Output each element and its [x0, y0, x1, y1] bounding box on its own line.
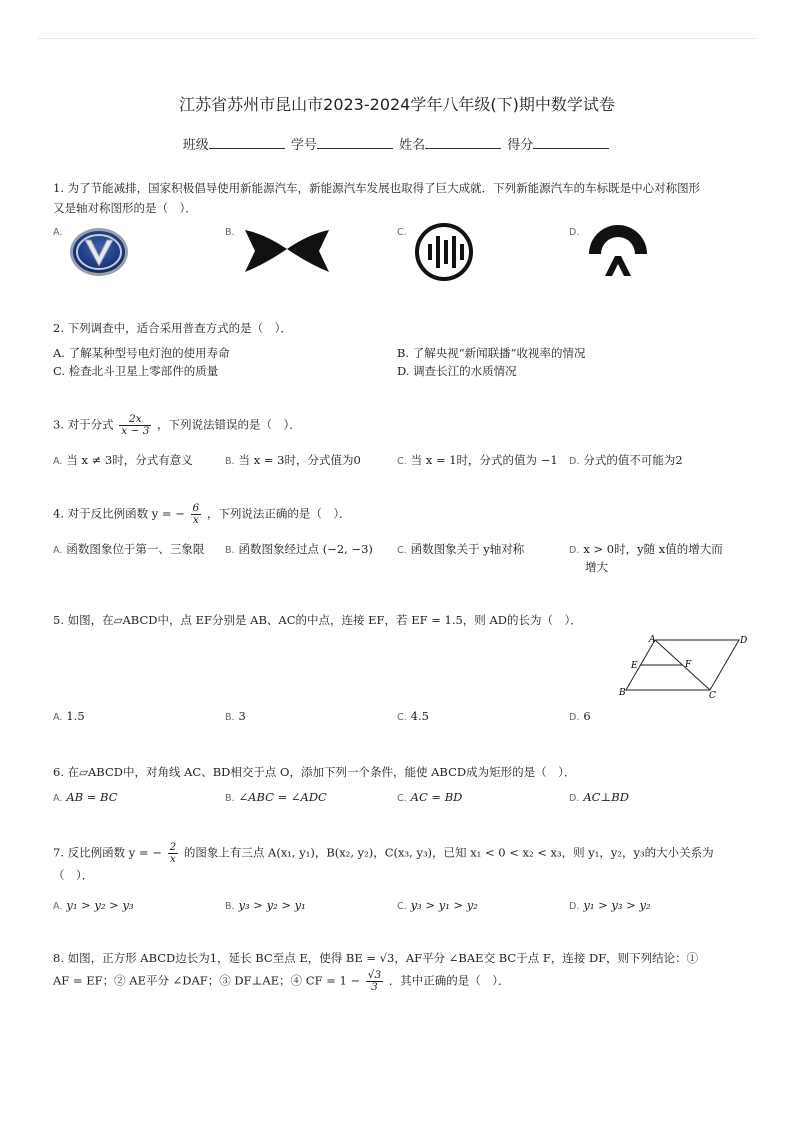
q7-option-c[interactable]: C. y₃ > y₁ > y₂ [397, 898, 478, 912]
id-label: 学号 [290, 138, 317, 153]
q6-option-a[interactable]: A. AB = BC [53, 790, 118, 804]
q7-numerator: 2 [169, 841, 177, 853]
q4-option-d[interactable]: D. x > 0时，y随 x值的增大而 [569, 542, 723, 556]
q2-option-a[interactable]: A. 了解某种型号电灯泡的使用寿命 [53, 346, 230, 360]
score-blank[interactable] [533, 136, 609, 149]
q7-fraction [168, 842, 179, 865]
q8-numerator: √3 [367, 969, 382, 981]
q3-denominator: x − 3 [121, 425, 150, 437]
name-label: 姓名 [399, 138, 426, 153]
q3-stem-post: ，下列说法错误的是（ ）． [157, 417, 301, 432]
label-c: C [709, 691, 716, 700]
label-f: F [685, 660, 692, 670]
q6-option-d[interactable]: D. AC⊥BD [569, 790, 629, 804]
changan-logo-icon[interactable] [68, 226, 130, 278]
question-3 [53, 414, 743, 437]
q1-option-b-letter[interactable]: B. [225, 227, 235, 238]
parallelogram-figure [618, 632, 748, 700]
name-blank[interactable] [425, 136, 501, 149]
label-a: A [649, 635, 656, 645]
bowtie-logo-icon[interactable] [243, 226, 331, 276]
bars-circle-logo-icon[interactable] [413, 222, 475, 282]
q7-stem-post: 的图象上有三点 A(x₁, y₁)，B(x₂, y₂)，C(x₃, y₃)，已知 x₁ < 0 < x₂ < x₃，则 y₁，y₂，y₃的大小关系为 [183, 845, 714, 860]
q4-option-b[interactable]: B. 函数图象经过点 (−2, −3) [225, 542, 373, 556]
q8-line1: 8. 如图，正方形 ABCD边长为1，延长 BC至点 E，使得 BE = √3，AF平分 ∠BAE交 BC于点 F，连接 DF，则下列结论：① [53, 951, 699, 965]
q1-option-d-letter[interactable]: D. [569, 227, 580, 238]
q7-option-d[interactable]: D. y₁ > y₃ > y₂ [569, 898, 651, 912]
q8-line2-post: ．其中正确的是（ ）． [388, 973, 510, 988]
label-d: D [740, 636, 748, 646]
student-info-line [0, 134, 794, 153]
question-2: 2. 下列调查中，适合采用普查方式的是（ ）． [53, 321, 292, 335]
q3-stem-pre: 3. 对于分式 [53, 417, 114, 432]
q3-numerator: 2x [119, 414, 151, 426]
class-blank[interactable] [209, 136, 285, 149]
q4-stem-pre: 4. 对于反比例函数 y = − [53, 506, 185, 521]
q2-option-c[interactable]: C. 检查北斗卫星上零部件的质量 [53, 364, 219, 378]
q4-option-a[interactable]: A. 函数图象位于第一、三象限 [53, 542, 205, 556]
q7-line2: （ ）． [53, 868, 94, 882]
top-rule [38, 38, 756, 39]
question-7 [53, 842, 743, 885]
q4-denominator: x [192, 514, 199, 526]
question-1 [53, 178, 743, 218]
q7-denominator: x [169, 853, 176, 865]
q5-option-a[interactable]: A. 1.5 [53, 709, 85, 723]
id-blank[interactable] [317, 136, 393, 149]
q3-fraction [119, 414, 151, 437]
q7-option-b[interactable]: B. y₃ > y₂ > y₁ [225, 898, 306, 912]
question-4 [53, 503, 743, 526]
q1-option-a-letter[interactable]: A. [53, 227, 63, 238]
q3-option-b[interactable]: B. 当 x = 3时，分式值为0 [225, 453, 361, 467]
q4-fraction [191, 503, 202, 526]
q3-option-c[interactable]: C. 当 x = 1时，分式的值为 −1 [397, 453, 558, 467]
q8-fraction [366, 970, 383, 993]
q4-option-c[interactable]: C. 函数图象关于 y轴对称 [397, 542, 525, 556]
q2-option-d[interactable]: D. 调查长江的水质情况 [397, 364, 517, 378]
q6-option-c[interactable]: C. AC = BD [397, 790, 463, 804]
q3-option-d[interactable]: D. 分式的值不可能为2 [569, 453, 683, 467]
q4-numerator: 6 [192, 502, 200, 514]
page-title: 江苏省苏州市昆山市2023-2024学年八年级(下)期中数学试卷 [179, 95, 615, 114]
q1-line2: 又是轴对称图形的是（ ）． [53, 201, 197, 215]
q2-option-b[interactable]: B. 了解央视“新闻联播”收视率的情况 [397, 346, 586, 360]
class-label: 班级 [182, 138, 209, 153]
label-e: E [631, 661, 638, 671]
score-label: 得分 [507, 138, 534, 153]
label-b: B [619, 688, 626, 698]
q8-denominator: 3 [371, 981, 378, 993]
question-6: 6. 在▱ABCD中，对角线 AC、BD相交于点 O，添加下列一个条件，能使 ABCD成为矩形的是（ ）． [53, 765, 576, 779]
q7-option-a[interactable]: A. y₁ > y₂ > y₃ [53, 898, 134, 912]
q4-option-d-cont: 增大 [585, 560, 608, 574]
question-8 [53, 948, 743, 993]
q3-option-a[interactable]: A. 当 x ≠ 3时，分式有意义 [53, 453, 193, 467]
q8-line2-pre: AF = EF；② AE平分 ∠DAF；③ DF⊥AE；④ CF = 1 − [53, 973, 361, 988]
q6-option-b[interactable]: B. ∠ABC = ∠ADC [225, 790, 327, 804]
q5-option-b[interactable]: B. 3 [225, 709, 246, 723]
q1-line1: 1. 为了节能减排，国家积极倡导使用新能源汽车，新能源汽车发展也取得了巨大成就．下列新能源汽车的车标既是中心对称图形 [53, 181, 701, 195]
q4-stem-post: ，下列说法正确的是（ ）． [206, 506, 351, 521]
q5-option-d[interactable]: D. 6 [569, 709, 591, 723]
q1-option-c-letter[interactable]: C. [397, 227, 407, 238]
nio-logo-icon[interactable] [585, 220, 651, 282]
question-5: 5. 如图，在▱ABCD中，点 EF分别是 AB、AC的中点，连接 EF，若 EF = 1.5，则 AD的长为（ ）． [53, 613, 582, 627]
q5-option-c[interactable]: C. 4.5 [397, 709, 429, 723]
q7-stem-pre: 7. 反比例函数 y = − [53, 845, 162, 860]
